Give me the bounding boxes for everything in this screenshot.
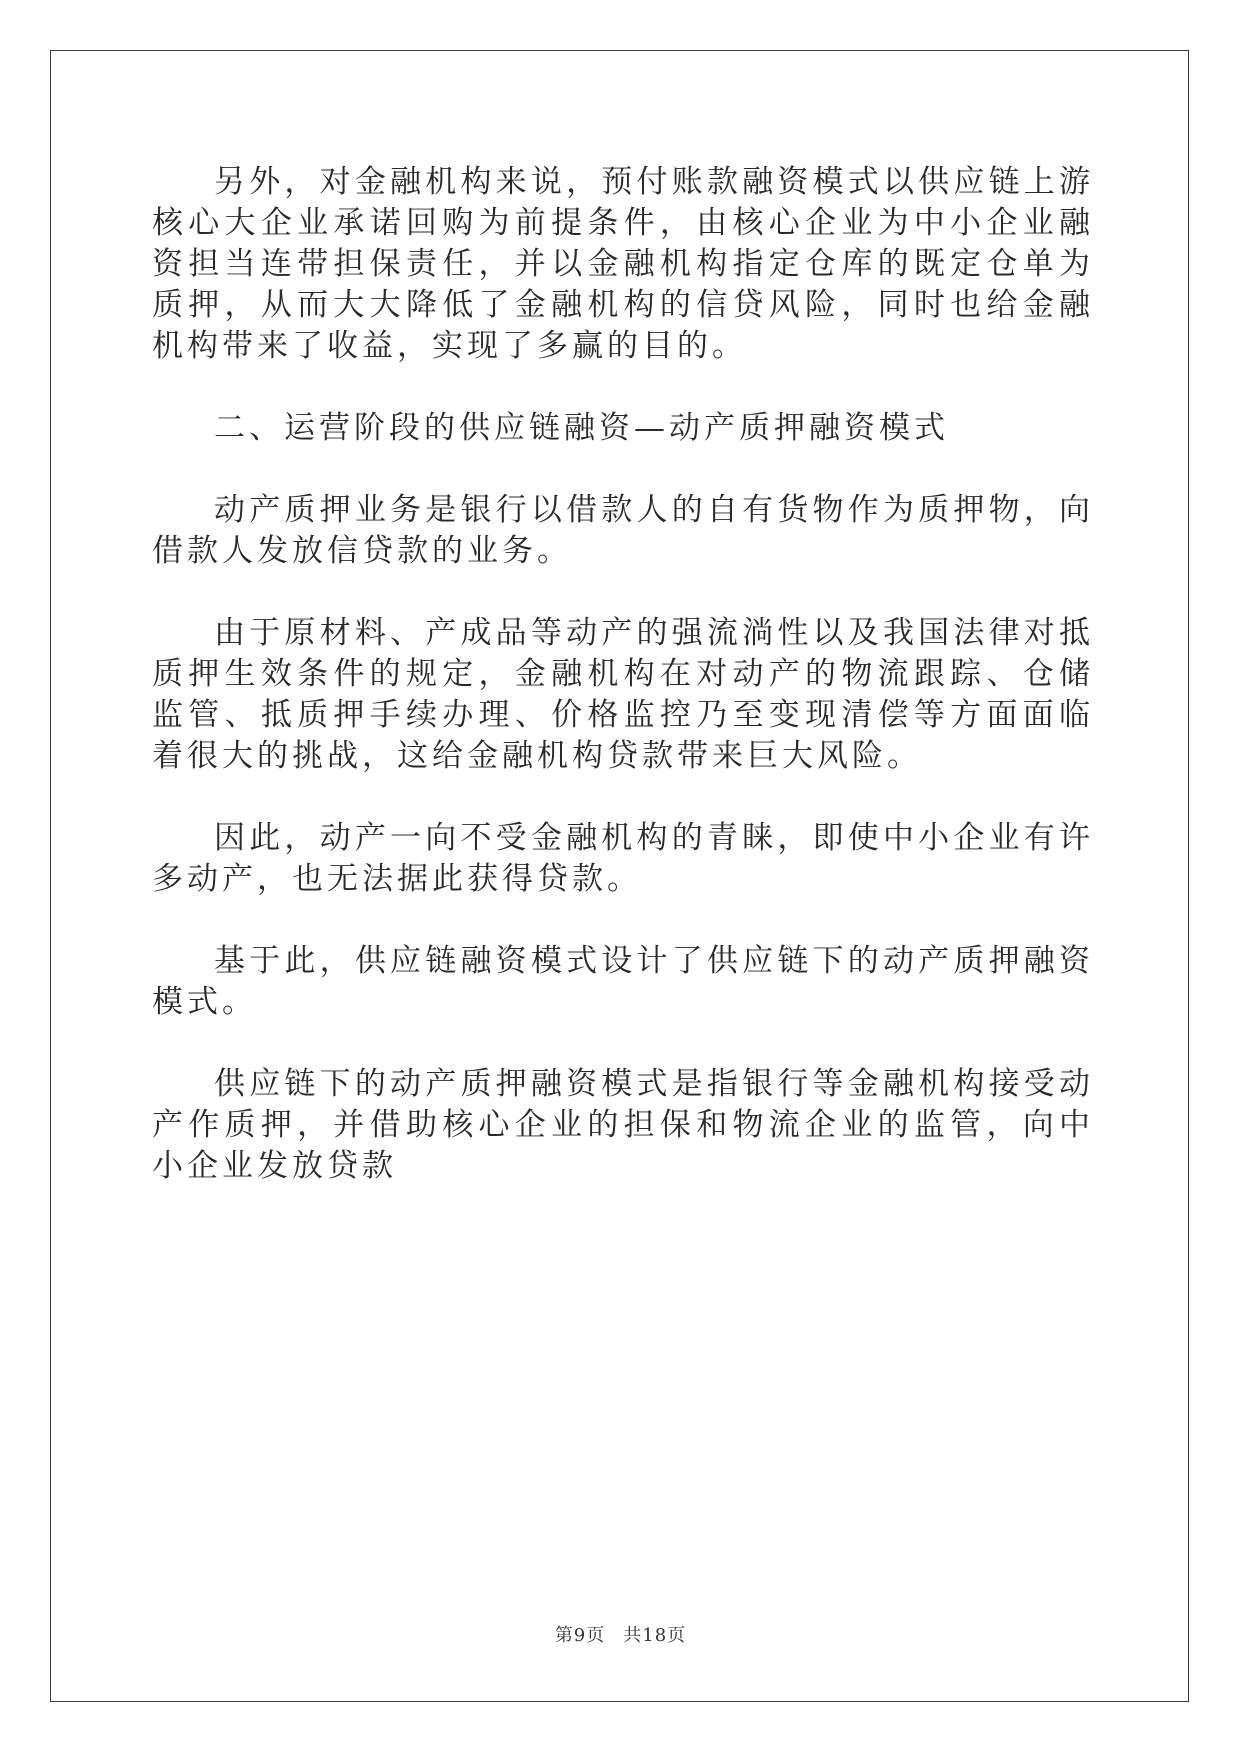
page-total: 共18页 xyxy=(623,1625,687,1646)
document-body xyxy=(152,162,1094,1228)
paragraph-5: 基于此，供应链融资模式设计了供应链下的动产质押融资模式。 xyxy=(152,943,1094,1020)
page-footer xyxy=(0,1621,1241,1647)
page-number: 第9页 xyxy=(554,1625,606,1646)
paragraph-3: 由于原材料、产成品等动产的强流淌性以及我国法律对抵质押生效条件的规定，金融机构在对动产的物流跟踪、仓储监管、抵质押手续办理、价格监控乃至变现清偿等方面面临着很大的挑战，这给金融机构贷款带来巨大风险。 xyxy=(152,615,1094,774)
section-heading: 二、运营阶段的供应链融资—动产质押融资模式 xyxy=(214,410,949,446)
paragraph-4: 因此，动产一向不受金融机构的青睐，即使中小企业有许多动产，也无法据此获得贷款。 xyxy=(152,820,1094,897)
paragraph-6: 供应链下的动产质押融资模式是指银行等金融机构接受动产作质押，并借助核心企业的担保和物流企业的监管，向中小企业发放贷款 xyxy=(152,1066,1094,1184)
paragraph-1: 另外，对金融机构来说，预付账款融资模式以供应链上游核心大企业承诺回购为前提条件，由核心企业为中小企业融资担当连带担保责任，并以金融机构指定仓库的既定仓单为质押，从而大大降低了金融机构的信贷风险，同时也给金融机构带来了收益，实现了多赢的目的。 xyxy=(152,164,1094,364)
paragraph-2: 动产质押业务是银行以借款人的自有货物作为质押物，向借款人发放信贷款的业务。 xyxy=(152,492,1094,569)
